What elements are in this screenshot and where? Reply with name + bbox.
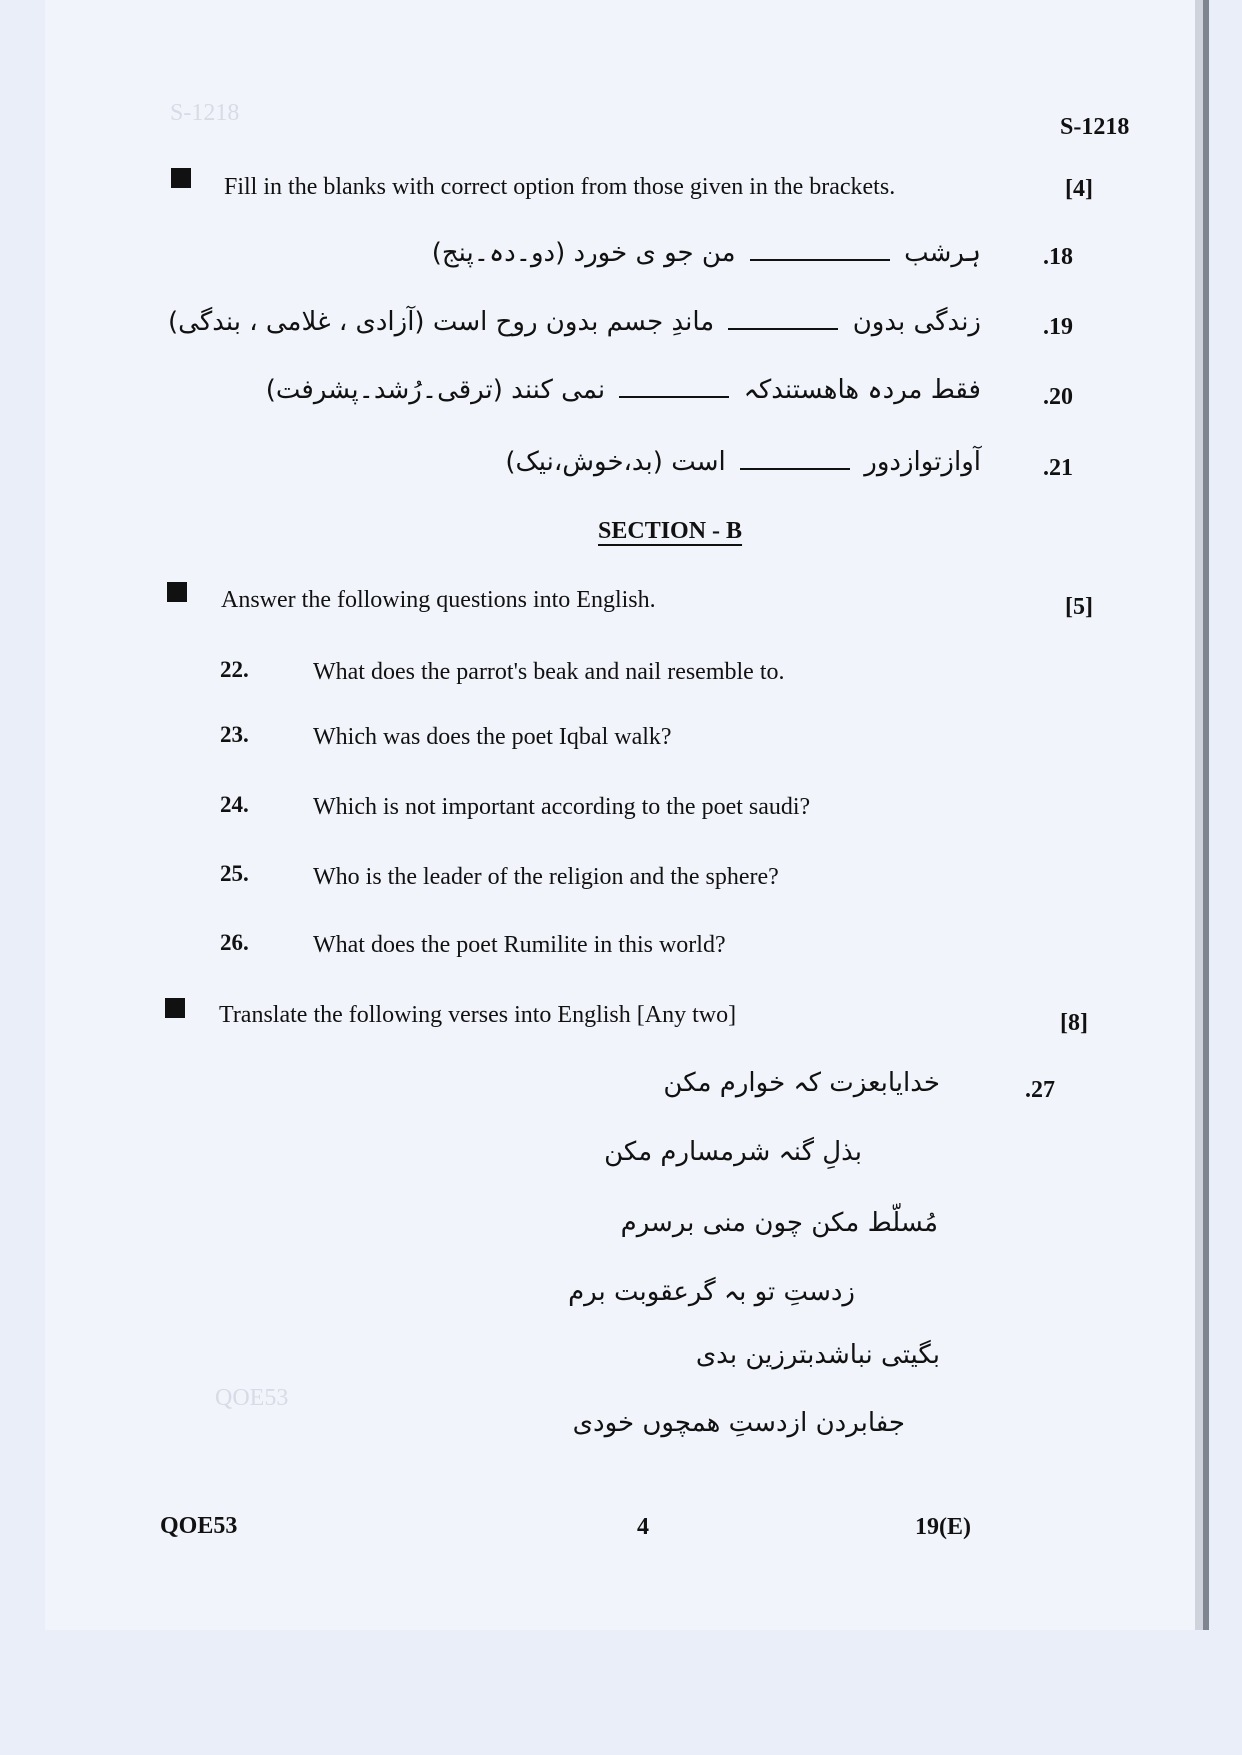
question-number: .27 xyxy=(1025,1077,1055,1103)
sentence-end: ماندِ جسم بدون روح است xyxy=(432,307,715,337)
bleed-through-text: QOE53 xyxy=(215,1385,289,1411)
options: (آزادی ، غلامی ، بندگی) xyxy=(168,307,425,337)
urdu-blank-sentence xyxy=(266,374,981,405)
sentence-start: زندگی بدون xyxy=(852,307,981,337)
question-number: 22. xyxy=(220,657,249,682)
bullet-square-icon xyxy=(165,998,185,1018)
question-number: .20 xyxy=(1043,384,1073,410)
options: (دو۔دہ۔پنج) xyxy=(431,238,566,268)
sentence-start: ہرشب xyxy=(904,238,981,268)
blank-line xyxy=(740,446,850,470)
urdu-blank-sentence xyxy=(505,446,981,477)
options: (ترقی۔رُشد۔پشرفت) xyxy=(265,375,503,405)
verse-line: جفابردن ازدستِ ھمچوں خودی xyxy=(572,1408,905,1438)
question-number: 26. xyxy=(220,930,249,955)
sentence-end: من جو ی خورد xyxy=(573,238,736,268)
question-number: .21 xyxy=(1043,455,1073,481)
bullet-square-icon xyxy=(167,582,187,602)
question-number: .18 xyxy=(1043,244,1073,270)
verse-line: بذلِ گنہ شرمسارم مکن xyxy=(604,1137,862,1167)
sentence-start: آوازتوازدور xyxy=(864,447,981,477)
blank-line xyxy=(728,306,838,330)
sentence-start: فقط مردہ ھاھستندکہ xyxy=(743,375,981,405)
answer-questions-instruction: Answer the following questions into English. xyxy=(221,587,656,613)
urdu-blank-sentence xyxy=(168,306,981,337)
verse-line: خدایابعزت کہ خوارم مکن xyxy=(663,1068,940,1098)
sentence-end: نمی کنند xyxy=(511,375,606,405)
paper-code: S-1218 xyxy=(1060,114,1130,140)
urdu-blank-sentence xyxy=(432,237,981,268)
question-number: 24. xyxy=(220,792,249,817)
question-text: Who is the leader of the religion and the sphere? xyxy=(313,864,779,890)
question-text: Which was does the poet Iqbal walk? xyxy=(313,724,672,750)
footer-version: 19(E) xyxy=(915,1514,971,1540)
options: (بد،خوش،نیک) xyxy=(505,447,663,477)
question-text: What does the parrot's beak and nail resemble to. xyxy=(313,659,785,685)
fill-blanks-instruction: Fill in the blanks with correct option from those given in the brackets. xyxy=(224,174,896,200)
question-number: 23. xyxy=(220,722,249,747)
exam-page xyxy=(45,0,1195,1630)
bullet-square-icon xyxy=(171,168,191,188)
answer-questions-marks: [5] xyxy=(1065,594,1093,620)
question-number: 25. xyxy=(220,861,249,886)
question-text: What does the poet Rumilite in this world? xyxy=(313,932,726,958)
verse-line: بگیتی نباشدبترزین بدی xyxy=(695,1340,940,1370)
section-b-title: SECTION - B xyxy=(598,518,743,544)
question-number: .19 xyxy=(1043,314,1073,340)
sentence-end: است xyxy=(671,447,726,477)
question-text: Which is not important according to the poet saudi? xyxy=(313,794,811,820)
translate-marks: [8] xyxy=(1060,1010,1088,1036)
translate-instruction: Translate the following verses into English [Any two] xyxy=(219,1002,737,1028)
verse-line: زدستِ تو بہ گرعقوبت برم xyxy=(568,1277,855,1307)
blank-line xyxy=(619,374,729,398)
blank-line xyxy=(750,237,890,261)
bleed-through-text: S-1218 xyxy=(170,100,240,126)
fill-blanks-marks: [4] xyxy=(1065,176,1093,202)
page-number: 4 xyxy=(637,1514,649,1540)
footer-code: QOE53 xyxy=(160,1513,238,1539)
verse-line: مُسلّط مکن چون منی برسرم xyxy=(620,1208,938,1238)
